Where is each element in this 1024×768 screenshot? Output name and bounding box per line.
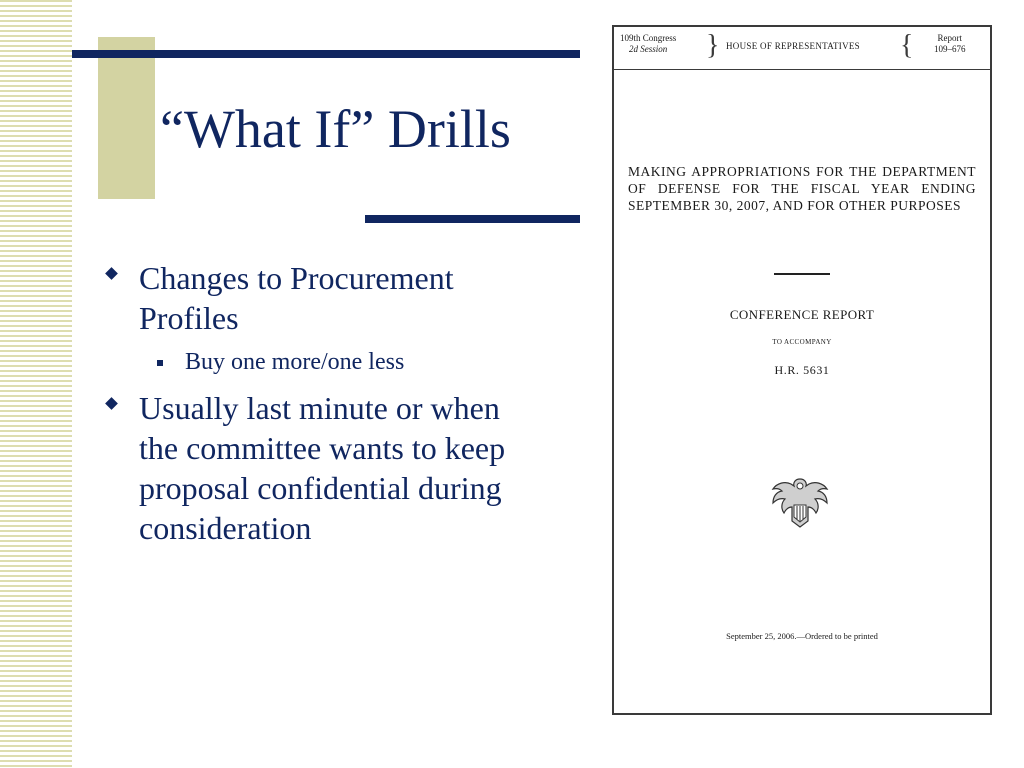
title-rule-top bbox=[72, 50, 580, 58]
bullet-item bbox=[105, 258, 525, 338]
sub-bullet-item bbox=[105, 344, 525, 380]
bullet-text: Changes to Procurement Profiles bbox=[139, 260, 454, 336]
slide-title: “What If” Drills bbox=[160, 99, 511, 159]
bullet-text: Usually last minute or when the committee wants to keep proposal confidential during consideration bbox=[139, 390, 506, 546]
eagle-seal-icon bbox=[767, 469, 833, 535]
bullet-item bbox=[105, 388, 525, 548]
report-header bbox=[614, 27, 990, 70]
report-divider bbox=[774, 273, 830, 275]
bullet-list bbox=[105, 258, 525, 554]
to-accompany-label: TO ACCOMPANY bbox=[772, 338, 832, 346]
conference-report-label: CONFERENCE REPORT bbox=[729, 307, 875, 322]
conference-report-image bbox=[612, 25, 992, 715]
print-order-line: September 25, 2006.—Ordered to be printed bbox=[726, 631, 878, 641]
diamond-bullet-icon bbox=[105, 397, 118, 410]
diamond-bullet-icon bbox=[105, 267, 118, 280]
congress-session: 109th Congress 2d Session bbox=[620, 33, 677, 54]
title-accent-block bbox=[98, 37, 155, 199]
right-brace-icon: } bbox=[706, 30, 720, 61]
decorative-stripes bbox=[0, 0, 72, 768]
house-label: HOUSE OF REPRESENTATIVES bbox=[726, 41, 860, 51]
square-bullet-icon bbox=[157, 360, 163, 366]
sub-bullet-text: Buy one more/one less bbox=[185, 349, 405, 375]
left-brace-icon: { bbox=[900, 30, 914, 61]
report-heading: MAKING APPROPRIATIONS FOR THE DEPARTMENT OF DEFENSE FOR THE FISCAL YEAR ENDING SEPTEMBER 30, 2007, AND FOR OTHER PURPOSES bbox=[628, 164, 976, 213]
title-rule-bottom bbox=[365, 215, 580, 223]
report-number: Report 109–676 bbox=[934, 33, 966, 54]
bill-number: H.R. 5631 bbox=[774, 363, 830, 377]
